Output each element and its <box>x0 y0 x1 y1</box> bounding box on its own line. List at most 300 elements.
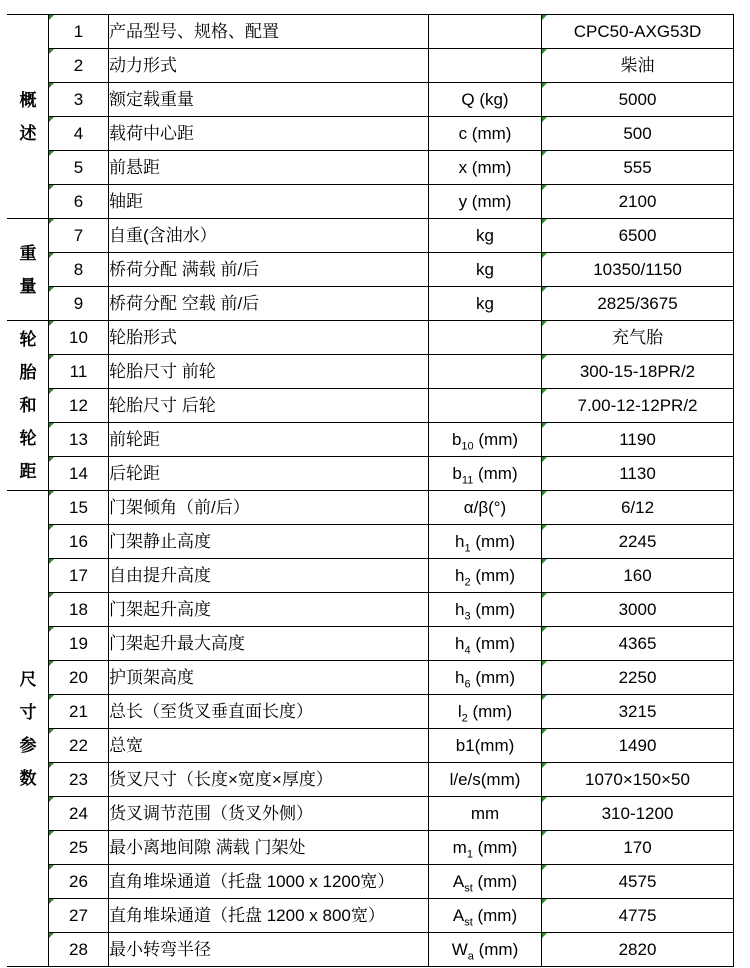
row-number <box>49 219 109 253</box>
row-number-text: 19 <box>69 634 88 653</box>
cell-marker-icon <box>542 253 547 258</box>
unit-cell <box>429 15 542 49</box>
cell-marker-icon <box>49 661 54 666</box>
unit-cell <box>429 321 542 355</box>
unit-cell <box>429 83 542 117</box>
unit-cell <box>429 253 542 287</box>
row-number <box>49 865 109 899</box>
item-name-text: 额定载重量 <box>109 90 194 109</box>
item-name <box>109 491 429 525</box>
unit-tail: (mm) <box>470 532 515 551</box>
cell-marker-icon <box>49 763 54 768</box>
item-name <box>109 117 429 151</box>
category-weight <box>8 219 49 321</box>
item-name <box>109 253 429 287</box>
unit-subscript: 2 <box>461 712 468 725</box>
cell-marker-icon <box>542 389 547 394</box>
value-cell <box>542 253 734 287</box>
item-name-text: 桥荷分配 满载 前/后 <box>109 260 260 279</box>
table-row <box>8 899 734 933</box>
cell-marker-icon <box>542 797 547 802</box>
item-name <box>109 423 429 457</box>
unit-subscript: 11 <box>461 474 474 487</box>
unit-cell-text: c (mm) <box>458 124 512 143</box>
table-row <box>8 661 734 695</box>
cell-marker-icon <box>49 797 54 802</box>
category-char: 距 <box>19 462 37 481</box>
unit-cell-text: mm <box>470 804 500 823</box>
value-cell-text: 2100 <box>618 192 657 211</box>
table-row <box>8 321 734 355</box>
table-row <box>8 253 734 287</box>
unit-cell-text: A <box>452 906 465 925</box>
row-number-text: 20 <box>69 668 88 687</box>
row-number-text: 13 <box>69 430 88 449</box>
value-cell <box>542 219 734 253</box>
unit-cell <box>429 695 542 729</box>
table-row <box>8 151 734 185</box>
item-name-text: 货叉尺寸（长度×宽度×厚度） <box>109 770 333 789</box>
row-number-text: 24 <box>69 804 88 823</box>
unit-cell-text: m <box>452 838 467 857</box>
cell-marker-icon <box>542 423 547 428</box>
value-cell-text: 4775 <box>618 906 657 925</box>
row-number-text: 27 <box>69 906 88 925</box>
unit-tail: (mm) <box>467 702 513 721</box>
cell-marker-icon <box>49 729 54 734</box>
row-number <box>49 627 109 661</box>
item-name-text: 自重(含油水） <box>109 226 217 245</box>
item-name-text: 载荷中心距 <box>109 124 194 143</box>
item-name <box>109 355 429 389</box>
value-cell-text: 7.00-12-12PR/2 <box>577 396 698 415</box>
row-number-text: 8 <box>73 260 84 279</box>
cell-marker-icon <box>49 899 54 904</box>
cell-marker-icon <box>49 933 54 938</box>
item-name-text: 最小转弯半径 <box>109 940 211 959</box>
table-row <box>8 219 734 253</box>
row-number-text: 26 <box>69 872 88 891</box>
item-name-text: 动力形式 <box>109 56 177 75</box>
item-name <box>109 695 429 729</box>
value-cell-text: 6/12 <box>620 498 655 517</box>
cell-marker-icon <box>49 695 54 700</box>
unit-subscript: st <box>464 916 473 929</box>
cell-marker-icon <box>49 253 54 258</box>
table-row <box>8 525 734 559</box>
category-char: 尺 <box>19 669 37 689</box>
table-row <box>8 117 734 151</box>
unit-cell-text: Q (kg) <box>461 90 509 109</box>
table-row <box>8 559 734 593</box>
item-name <box>109 389 429 423</box>
table-row <box>8 491 734 525</box>
table-row <box>8 797 734 831</box>
table-row <box>8 729 734 763</box>
table-row <box>8 423 734 457</box>
value-cell-text: 1190 <box>619 430 656 449</box>
cell-marker-icon <box>542 593 547 598</box>
unit-cell-text: y (mm) <box>458 192 512 211</box>
cell-marker-icon <box>542 287 547 292</box>
cell-marker-icon <box>49 151 54 156</box>
row-number-text: 21 <box>69 702 88 721</box>
category-char: 参 <box>19 735 37 755</box>
unit-tail: (mm) <box>470 668 515 687</box>
value-cell <box>542 457 734 491</box>
unit-cell <box>429 117 542 151</box>
cell-marker-icon <box>542 491 547 496</box>
unit-cell-text: l/e/s(mm) <box>449 770 521 789</box>
row-number <box>49 151 109 185</box>
unit-subscript: 3 <box>464 610 471 623</box>
value-cell-text: 2820 <box>618 940 657 959</box>
item-name <box>109 661 429 695</box>
unit-tail: (mm) <box>472 872 518 891</box>
row-number-text: 1 <box>73 22 84 41</box>
item-name <box>109 933 429 967</box>
unit-subscript: 10 <box>461 440 474 453</box>
cell-marker-icon <box>542 185 547 190</box>
value-cell <box>542 355 734 389</box>
unit-cell-text: α/β(°) <box>463 498 507 517</box>
value-cell-text: 2245 <box>618 532 657 551</box>
item-name-text: 门架起升高度 <box>109 600 211 619</box>
table-row <box>8 865 734 899</box>
row-number-text: 10 <box>69 328 88 347</box>
cell-marker-icon <box>542 49 547 54</box>
row-number <box>49 355 109 389</box>
unit-cell <box>429 763 542 797</box>
unit-cell <box>429 831 542 865</box>
cell-marker-icon <box>542 661 547 666</box>
category-char: 述 <box>19 123 37 143</box>
value-cell-text: 2250 <box>618 668 657 687</box>
unit-cell <box>429 423 542 457</box>
unit-cell-text: kg <box>476 294 494 313</box>
row-number-text: 3 <box>73 90 84 109</box>
value-cell-text: 310-1200 <box>601 804 674 823</box>
item-name-text: 货叉调节范围（货叉外侧） <box>109 804 313 823</box>
category-char: 数 <box>19 768 37 788</box>
cell-marker-icon <box>49 865 54 870</box>
row-number-text: 25 <box>69 838 88 857</box>
cell-marker-icon <box>49 321 54 326</box>
unit-cell-text: h <box>455 634 465 653</box>
row-number <box>49 185 109 219</box>
cell-marker-icon <box>49 559 54 564</box>
unit-cell <box>429 185 542 219</box>
unit-cell <box>429 593 542 627</box>
value-cell <box>542 865 734 899</box>
category-overview <box>8 15 49 219</box>
row-number <box>49 729 109 763</box>
unit-tail: (mm) <box>472 906 518 925</box>
table-row <box>8 49 734 83</box>
row-number-text: 12 <box>69 396 88 415</box>
row-number-text: 28 <box>69 940 88 959</box>
unit-cell <box>429 661 542 695</box>
row-number <box>49 83 109 117</box>
cell-marker-icon <box>542 695 547 700</box>
unit-tail: (mm) <box>473 464 518 483</box>
unit-cell-text: A <box>452 872 465 891</box>
value-cell-text: 500 <box>623 124 652 143</box>
unit-cell <box>429 355 542 389</box>
item-name-text: 轮胎尺寸 前轮 <box>109 362 216 381</box>
category-char: 轮 <box>19 330 37 349</box>
unit-cell <box>429 865 542 899</box>
cell-marker-icon <box>542 559 547 564</box>
row-number-text: 23 <box>69 770 88 789</box>
value-cell-text: 170 <box>623 838 652 857</box>
cell-marker-icon <box>49 219 54 224</box>
category-char: 概 <box>19 90 37 110</box>
item-name <box>109 797 429 831</box>
value-cell-text: 10350/1150 <box>593 260 682 279</box>
item-name-text: 门架起升最大高度 <box>109 634 245 653</box>
item-name-text: 轮胎形式 <box>109 328 177 347</box>
row-number <box>49 49 109 83</box>
value-cell <box>542 491 734 525</box>
item-name-text: 总长（至货叉垂直面长度） <box>109 702 313 721</box>
unit-cell-text: x (mm) <box>458 158 512 177</box>
value-cell <box>542 15 734 49</box>
value-cell-text: 1070×150×50 <box>585 770 690 789</box>
value-cell-text: 555 <box>623 158 652 177</box>
item-name-text: 轮胎尺寸 后轮 <box>109 396 216 415</box>
item-name <box>109 321 429 355</box>
unit-cell <box>429 525 542 559</box>
table-row <box>8 763 734 797</box>
value-cell-text: 6500 <box>618 226 657 245</box>
row-number-text: 2 <box>73 56 84 75</box>
row-number-text: 9 <box>73 294 84 313</box>
item-name <box>109 457 429 491</box>
unit-cell-text: l <box>457 702 462 721</box>
cell-marker-icon <box>49 491 54 496</box>
value-cell <box>542 695 734 729</box>
table-row <box>8 933 734 967</box>
item-name-text: 门架静止高度 <box>109 532 211 551</box>
row-number-text: 15 <box>69 498 88 517</box>
cell-marker-icon <box>49 525 54 530</box>
unit-tail: (mm) <box>470 600 515 619</box>
cell-marker-icon <box>49 117 54 122</box>
item-name <box>109 83 429 117</box>
row-number <box>49 491 109 525</box>
item-name-text: 最小离地间隙 满载 门架处 <box>109 838 306 857</box>
row-number <box>49 763 109 797</box>
unit-cell <box>429 49 542 83</box>
cell-marker-icon <box>542 627 547 632</box>
item-name <box>109 15 429 49</box>
unit-cell <box>429 933 542 967</box>
value-cell-text: 5000 <box>618 90 657 109</box>
category-char: 和 <box>19 396 37 415</box>
unit-cell <box>429 287 542 321</box>
cell-marker-icon <box>49 355 54 360</box>
value-cell <box>542 321 734 355</box>
unit-tail: (mm) <box>473 940 519 959</box>
row-number <box>49 423 109 457</box>
row-number <box>49 933 109 967</box>
cell-marker-icon <box>542 865 547 870</box>
value-cell <box>542 559 734 593</box>
row-number <box>49 253 109 287</box>
cell-marker-icon <box>49 457 54 462</box>
item-name <box>109 763 429 797</box>
row-number <box>49 593 109 627</box>
value-cell <box>542 933 734 967</box>
value-cell-text: 充气胎 <box>612 328 663 347</box>
row-number <box>49 797 109 831</box>
unit-subscript: 1 <box>466 848 473 861</box>
cell-marker-icon <box>542 321 547 326</box>
cell-marker-icon <box>49 389 54 394</box>
item-name-text: 前轮距 <box>109 430 160 449</box>
unit-cell-text: h <box>455 532 465 551</box>
table-row <box>8 593 734 627</box>
spec-table-body <box>8 15 734 967</box>
value-cell <box>542 117 734 151</box>
item-name <box>109 627 429 661</box>
category-char: 重 <box>19 243 37 263</box>
item-name <box>109 151 429 185</box>
row-number <box>49 559 109 593</box>
cell-marker-icon <box>49 831 54 836</box>
value-cell <box>542 797 734 831</box>
cell-marker-icon <box>542 219 547 224</box>
unit-cell <box>429 389 542 423</box>
value-cell <box>542 151 734 185</box>
row-number-text: 17 <box>69 566 88 585</box>
unit-cell <box>429 491 542 525</box>
item-name-text: 护顶架高度 <box>109 668 194 687</box>
value-cell <box>542 389 734 423</box>
row-number <box>49 389 109 423</box>
cell-marker-icon <box>542 763 547 768</box>
item-name-text: 后轮距 <box>109 464 160 483</box>
cell-marker-icon <box>542 117 547 122</box>
spec-table <box>7 14 734 967</box>
value-cell-text: 2825/3675 <box>597 294 678 313</box>
unit-cell-text: b <box>451 430 462 449</box>
cell-marker-icon <box>49 15 54 20</box>
value-cell <box>542 661 734 695</box>
unit-cell-text: kg <box>476 260 494 279</box>
item-name-text: 总宽 <box>109 736 143 755</box>
unit-cell <box>429 457 542 491</box>
row-number <box>49 117 109 151</box>
item-name <box>109 185 429 219</box>
cell-marker-icon <box>542 355 547 360</box>
table-row <box>8 831 734 865</box>
unit-subscript: 2 <box>464 576 471 589</box>
item-name-text: 产品型号、规格、配置 <box>109 22 279 41</box>
unit-cell <box>429 559 542 593</box>
value-cell <box>542 287 734 321</box>
row-number-text: 6 <box>73 192 84 211</box>
row-number-text: 22 <box>69 736 88 755</box>
cell-marker-icon <box>49 593 54 598</box>
cell-marker-icon <box>542 83 547 88</box>
unit-tail: (mm) <box>473 430 519 449</box>
unit-cell-text: b1(mm) <box>455 736 515 755</box>
cell-marker-icon <box>49 423 54 428</box>
unit-cell <box>429 899 542 933</box>
item-name <box>109 49 429 83</box>
value-cell-text: 1130 <box>619 464 656 483</box>
value-cell-text: 300-15-18PR/2 <box>579 362 696 381</box>
cell-marker-icon <box>49 83 54 88</box>
item-name-text: 门架倾角（前/后） <box>109 498 250 517</box>
item-name <box>109 831 429 865</box>
value-cell <box>542 627 734 661</box>
item-name <box>109 559 429 593</box>
item-name <box>109 729 429 763</box>
row-number <box>49 525 109 559</box>
unit-cell <box>429 219 542 253</box>
item-name <box>109 219 429 253</box>
value-cell-text: 160 <box>623 566 652 585</box>
value-cell-text: 4365 <box>618 634 657 653</box>
unit-tail: (mm) <box>470 634 515 653</box>
value-cell <box>542 525 734 559</box>
cell-marker-icon <box>542 933 547 938</box>
row-number-text: 16 <box>69 532 88 551</box>
value-cell-text: 1490 <box>618 736 657 755</box>
item-name <box>109 899 429 933</box>
value-cell-text: 4575 <box>618 872 657 891</box>
unit-cell <box>429 151 542 185</box>
unit-tail: (mm) <box>470 566 515 585</box>
table-row <box>8 287 734 321</box>
item-name-text: 桥荷分配 空载 前/后 <box>109 294 260 313</box>
unit-cell <box>429 797 542 831</box>
cell-marker-icon <box>542 525 547 530</box>
category-dimensions <box>8 491 49 967</box>
unit-cell-text: b <box>452 464 462 483</box>
unit-cell <box>429 627 542 661</box>
table-row <box>8 185 734 219</box>
unit-cell-text: kg <box>476 226 494 245</box>
item-name-text: 前悬距 <box>109 158 160 177</box>
unit-cell <box>429 729 542 763</box>
item-name <box>109 525 429 559</box>
table-row <box>8 389 734 423</box>
row-number <box>49 695 109 729</box>
row-number <box>49 287 109 321</box>
value-cell <box>542 831 734 865</box>
unit-cell-text: h <box>455 566 465 585</box>
value-cell-text: 3215 <box>618 702 657 721</box>
item-name-text: 直角堆垛通道（托盘 1000 x 1200宽） <box>109 872 395 891</box>
value-cell <box>542 83 734 117</box>
value-cell-text: 3000 <box>618 600 657 619</box>
table-row <box>8 83 734 117</box>
row-number <box>49 457 109 491</box>
item-name <box>109 865 429 899</box>
category-char: 轮 <box>19 429 37 448</box>
row-number <box>49 15 109 49</box>
value-cell <box>542 763 734 797</box>
category-char: 寸 <box>19 702 37 722</box>
unit-cell-text: h <box>455 600 465 619</box>
table-row <box>8 15 734 49</box>
value-cell-text: 柴油 <box>620 56 655 75</box>
item-name-text: 轴距 <box>109 192 143 211</box>
